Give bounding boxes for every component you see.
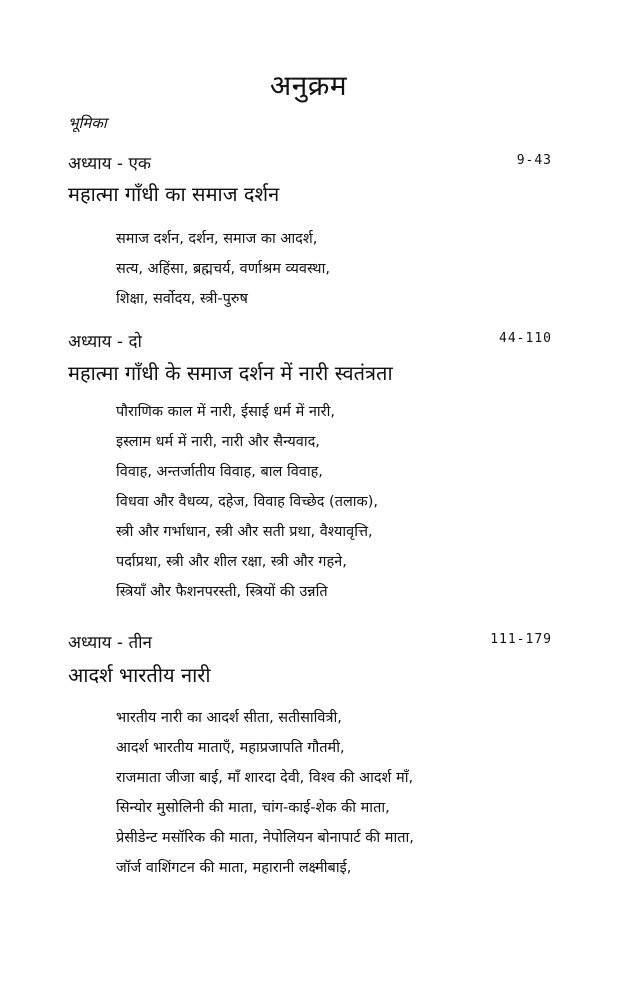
topic-line: स्त्रियाँ और फैशनपरस्ती, स्त्रियों की उन्नति [116,584,328,600]
chapter-1-heading [68,151,552,173]
chapter-3-title: आदर्श भारतीय नारी [68,663,211,687]
topic-line: प्रेसीडेन्ट मसॉरिक की माता, नेपोलियन बोनापार्ट की माता, [116,830,414,846]
topic-line: इस्लाम धर्म में नारी, नारी और सैन्यवाद, [116,434,320,450]
topic-line: भारतीय नारी का आदर्श सीता, सतीसावित्री, [116,710,342,726]
chapter-2-label: अध्याय - दो [68,332,142,352]
chapter-1-pages: 9-43 [516,153,552,168]
topic-line: समाज दर्शन, दर्शन, समाज का आदर्श, [116,231,318,247]
chapter-1-topics [116,224,330,314]
topic-line: राजमाता जीजा बाई, माँ शारदा देवी, विश्व की आदर्श माँ, [116,770,414,786]
topic-line: सिन्योर मुसोलिनी की माता, चांग-काई-शेक की माता, [116,800,390,816]
page-title: अनुक्रम [269,69,348,102]
topic-line: विधवा और वैधव्य, दहेज, विवाह विच्छेद (तलाक), [116,494,378,510]
chapter-1-title: महात्मा गाँधी का समाज दर्शन [68,182,280,206]
topic-line: सत्य, अहिंसा, ब्रह्मचर्य, वर्णाश्रम व्यवस्था, [116,261,330,277]
chapter-2-topics [116,397,378,607]
chapter-2-title: महात्मा गाँधी के समाज दर्शन में नारी स्वतंत्रता [68,361,393,385]
chapter-3-label: अध्याय - तीन [68,633,152,653]
topic-line: स्त्री और गर्भाधान, स्त्री और सती प्रथा, वैश्यावृत्ति, [116,524,373,540]
topic-line: जॉर्ज वाशिंगटन की माता, महारानी लक्ष्मीबाई, [116,860,352,876]
topic-line: विवाह, अन्तर्जातीय विवाह, बाल विवाह, [116,464,323,480]
chapter-3-pages: 111-179 [490,632,552,647]
chapter-1-label: अध्याय - एक [68,154,151,174]
chapter-3-topics [116,703,414,883]
chapter-2-pages: 44-110 [499,331,552,346]
chapter-3-heading [68,630,552,652]
intro-entry: भूमिका [68,114,107,132]
topic-line: पौराणिक काल में नारी, ईसाई धर्म में नारी, [116,404,335,420]
chapter-2-heading [68,329,552,351]
topic-line: आदर्श भारतीय माताएँ, महाप्रजापति गौतमी, [116,740,345,756]
topic-line: पर्दाप्रथा, स्त्री और शील रक्षा, स्त्री और गहने, [116,554,347,570]
topic-line: शिक्षा, सर्वोदय, स्त्री-पुरुष [116,291,248,307]
